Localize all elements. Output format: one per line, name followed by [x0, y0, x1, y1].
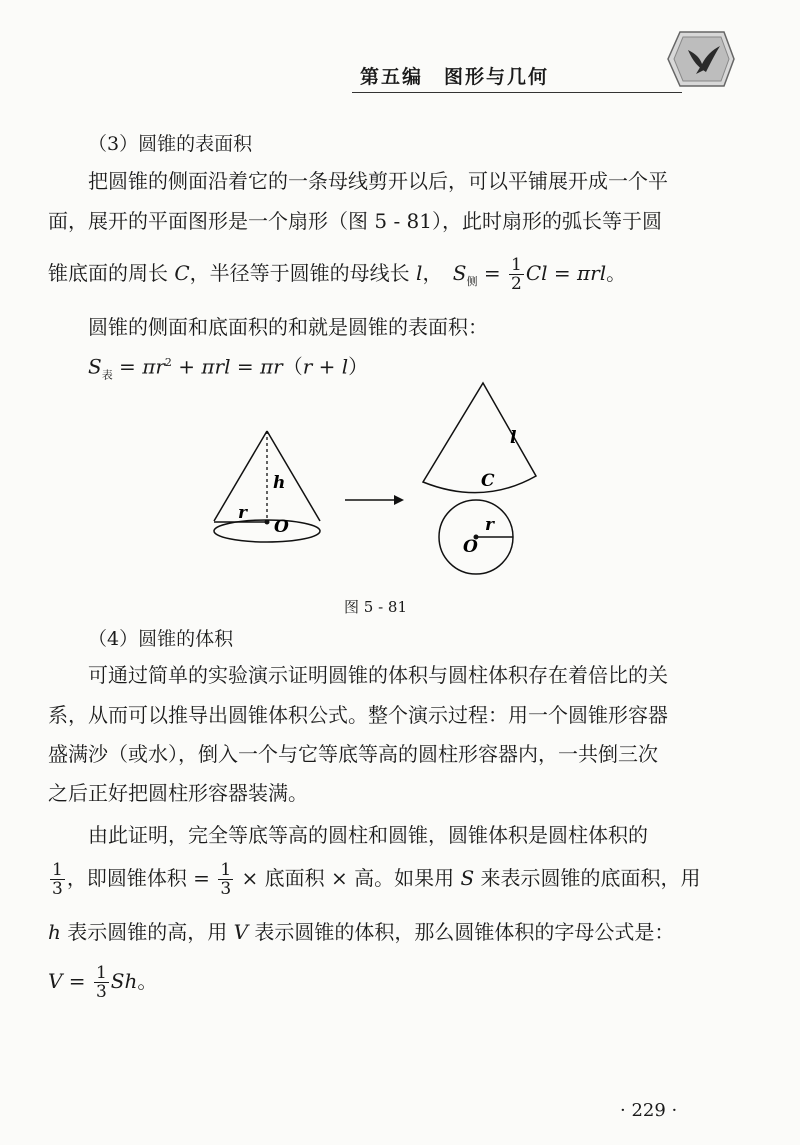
cone-net-diagram: [200, 378, 540, 583]
header-rule: [352, 92, 682, 93]
volume-formula: V = $\frac{1}{3}$ Sh。: [48, 963, 158, 1002]
fraction-one-third: $\frac{1}{3}$: [95, 963, 107, 1002]
paragraph-line: h 表示圆锥的高，用 V 表示圆锥的体积，那么圆锥体积的字母公式是：: [48, 920, 675, 944]
paragraph-line: 可通过简单的实验演示证明圆锥的体积与圆柱体积存在着倍比的关: [88, 663, 668, 687]
page-header: [0, 0, 800, 110]
slant-height-label: l: [510, 428, 517, 448]
fraction-one-third: $\frac{1}{3}$: [52, 860, 63, 899]
right-arrow-icon: [345, 495, 404, 505]
fraction-one-third: $\frac{1}{3}$: [220, 860, 232, 899]
sector-figure: [423, 383, 536, 493]
center-label: O: [274, 517, 289, 537]
paragraph-line: 圆锥的侧面和底面积的和就是圆锥的表面积：: [88, 315, 488, 339]
section-3-heading: （3）圆锥的表面积: [88, 133, 253, 155]
bird-emblem-icon: [666, 28, 736, 90]
paragraph-line: 系，从而可以推导出圆锥体积公式。整个演示过程：用一个圆锥形容器: [48, 703, 668, 727]
height-label: h: [273, 473, 286, 493]
section-4-heading: （4）圆锥的体积: [88, 628, 234, 650]
cone-figure: [214, 431, 320, 542]
fraction-one-half: $\frac{1}{2}$: [510, 255, 522, 294]
paragraph-line: 盛满沙（或水），倒入一个与它等底等高的圆柱形容器内，一共倒三次: [48, 742, 658, 766]
base-center-label: O: [463, 537, 478, 557]
base-radius-label: r: [485, 515, 494, 535]
paragraph-line-with-fractions: $\frac{1}{3}$ ，即圆锥体积 = $\frac{1}{3}$ × 底面积 × 高。如果用 S 来表示圆锥的底面积，用: [52, 860, 701, 899]
paragraph-line: 之后正好把圆柱形容器装满。: [48, 781, 308, 805]
paragraph-line: 把圆锥的侧面沿着它的一条母线剪开以后，可以平铺展开成一个平: [88, 169, 668, 193]
figure-caption: 图 5 - 81: [344, 598, 408, 616]
surface-area-formula: $S_表 = \pi r^2 + \pi rl = \pi r(r + l)$: [88, 354, 369, 382]
radius-label: r: [238, 503, 247, 523]
chapter-title: 第五编 图形与几何: [360, 66, 550, 88]
paragraph-line-with-formula: 锥底面的周长 C，半径等于圆锥的母线长 l， $S_侧$ = $\frac{1}{2}$ Cl = πrl。: [48, 255, 627, 294]
page-number: · 229 ·: [620, 1100, 678, 1121]
paragraph-line: 由此证明，完全等底等高的圆柱和圆锥，圆锥体积是圆柱体积的: [88, 823, 648, 847]
arc-length-label: C: [481, 471, 495, 491]
paragraph-line: 面，展开的平面图形是一个扇形（图 5 - 81），此时扇形的弧长等于圆: [48, 209, 663, 233]
base-circle-figure: [439, 500, 513, 574]
